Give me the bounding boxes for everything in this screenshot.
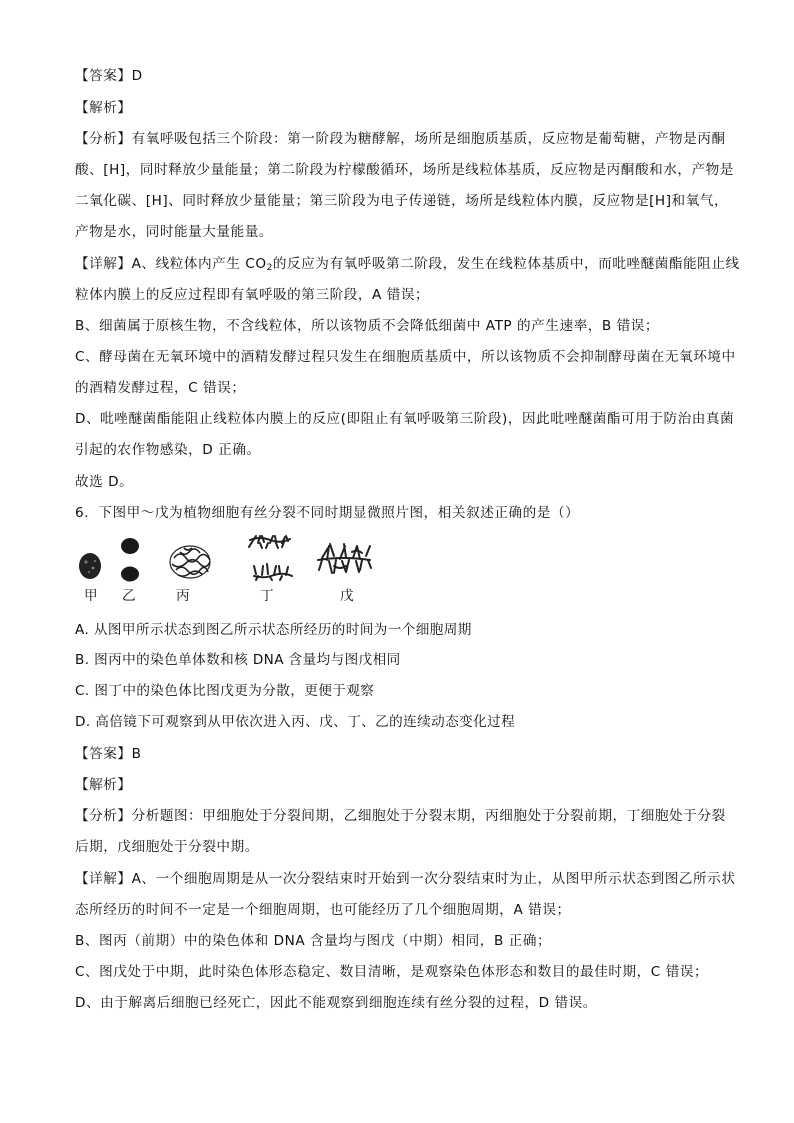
label-bing: 丙 (176, 588, 190, 604)
detail-text-line: 粒体内膜上的反应过程即有氧呼吸的第三阶段，A 错误； (75, 287, 430, 303)
detail-text-line: 引起的农作物感染，D 正确。 (75, 442, 261, 458)
label-ding: 丁 (260, 588, 274, 604)
analysis-heading-q6: 【解析】 (75, 777, 132, 793)
analysis-text-line: 【分析】分析题图：甲细胞处于分裂间期，乙细胞处于分裂末期，丙细胞处于分裂前期，丁细胞处于分裂 (75, 808, 726, 824)
detail-text-line: B、图丙（前期）中的染色体和 DNA 含量均与图戊（中期）相同，B 正确； (75, 933, 552, 949)
detail-text-part: 的反应为有氧呼吸第二阶段，发生在线粒体基质中，而吡唑醚菌酯能阻止线 (272, 256, 740, 272)
analysis-heading-q5: 【解析】 (75, 100, 132, 116)
detail-text-part: 【详解】A、线粒体内产生 CO (75, 256, 267, 272)
detail-text-line: C、图戊处于中期，此时染色体形态稳定、数目清晰，是观察染色体形态和数目的最佳时期，C 错误； (75, 964, 709, 980)
conclusion-line: 故选 D。 (75, 474, 134, 490)
analysis-text-line: 产物是水，同时能量大量能量。 (75, 224, 274, 240)
label-jia: 甲 (84, 588, 98, 604)
detail-text-line: D、吡唑醚菌酯能阻止线粒体内膜上的反应(即阻止有氧呼吸第三阶段)，因此吡唑醚菌酯可用于防治由真菌 (75, 411, 735, 427)
option-b: B. 图丙中的染色单体数和核 DNA 含量均与图戊相同 (75, 652, 401, 668)
detail-text-line: 的酒精发酵过程，C 错误； (75, 380, 246, 396)
answer-q6: 【答案】B (75, 746, 142, 762)
mitosis-micrographs (72, 532, 392, 582)
co2-subscript: 2 (266, 263, 273, 273)
analysis-text-line: 酸、[H]，同时释放少量能量；第二阶段为柠檬酸循环，场所是线粒体基质，反应物是丙酮酸和水，产物是 (75, 162, 734, 178)
option-a: A. 从图甲所示状态到图乙所示状态所经历的时间为一个细胞周期 (75, 622, 472, 638)
cell-bing-image (170, 546, 210, 578)
detail-text-line: C、酵母菌在无氧环境中的酒精发酵过程只发生在细胞质基质中，所以该物质不会抑制酵母菌在无氧环境中 (75, 349, 736, 365)
label-yi: 乙 (122, 588, 136, 604)
option-d: D. 高倍镜下可观察到从甲依次进入丙、戊、丁、乙的连续动态变化过程 (75, 714, 516, 730)
detail-text-line: 【详解】A、一个细胞周期是从一次分裂结束时开始到一次分裂结束时为止，从图甲所示状态到图乙所示状 (75, 871, 736, 887)
cell-yi-image (121, 538, 139, 582)
detail-text-line: B、细菌属于原核生物，不含线粒体，所以该物质不会降低细菌中 ATP 的产生速率，B 错误； (75, 318, 660, 334)
cell-wu-image (318, 544, 371, 573)
question-6-stem: 6．下图甲～戊为植物细胞有丝分裂不同时期显微照片图，相关叙述正确的是（） (75, 505, 580, 521)
option-c: C. 图丁中的染色体比图戊更为分散，更便于观察 (75, 683, 375, 699)
detail-text-line: 态所经历的时间不一定是一个细胞周期，也可能经历了几个细胞周期，A 错误； (75, 902, 571, 918)
detail-text-line: D、由于解离后细胞已经死亡，因此不能观察到细胞连续有丝分裂的过程，D 错误。 (75, 995, 597, 1011)
cell-ding-image (249, 536, 292, 580)
analysis-text-line: 【分析】有氧呼吸包括三个阶段：第一阶段为糖酵解，场所是细胞质基质，反应物是葡萄糖，产物是丙酮 (75, 131, 726, 147)
analysis-text-line: 后期，戊细胞处于分裂中期。 (75, 839, 259, 855)
cell-jia-image (79, 553, 101, 579)
mitosis-figure (72, 532, 392, 608)
label-wu: 戊 (340, 588, 354, 604)
analysis-text-line: 二氧化碳、[H]、同时释放少量能量；第三阶段为电子传递链，场所是线粒体内膜，反应物是[H]和氧气， (75, 193, 729, 209)
detail-text-line (75, 254, 740, 278)
answer-q5: 【答案】D (75, 68, 143, 84)
